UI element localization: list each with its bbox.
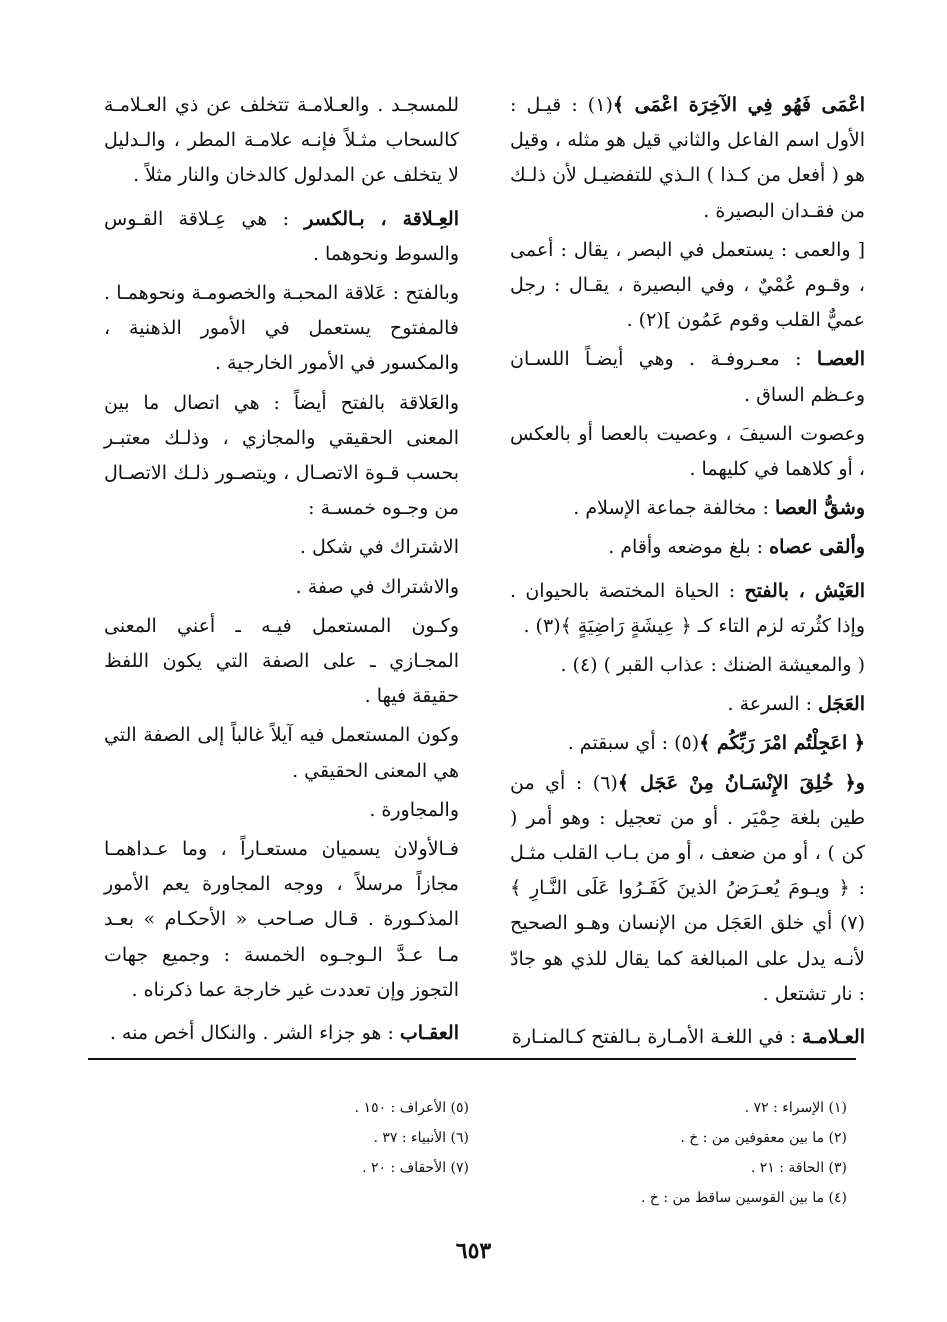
entry-text: وبالفتح : عَلاقة المحبـة والخصومـة ونحوهمـا . فالمفتوح يستعمل في الأمور الذهنية ، والمكسور في الأمور الخارجية .	[104, 282, 459, 375]
entry-text: الاشتراك في شكل .	[299, 536, 459, 559]
entry-text: (١) : قيـل : الأول اسم الفاعل والثاني قيل هو مثله ، وقيل هو ( أفعل من كـذا ) الـذي للتفضيـل لأن ذلـك من فقـدان البصيرة .	[510, 94, 865, 222]
entry-ajiltum	[510, 726, 865, 761]
footnote: (٧) الأحقاف : ٢٠ .	[362, 1160, 469, 1176]
entry-term: العصـا	[816, 348, 865, 371]
footnote: (٦) الأنبياء : ٣٧ .	[373, 1130, 469, 1146]
entry-ilaqa	[104, 202, 459, 272]
entry-text: : مخالفة جماعة الإسلام .	[573, 497, 775, 520]
entry-text: وكون المستعمل فيه آيلاً غالباً إلى الصفة التي هي المعنى الحقيقي .	[104, 724, 459, 782]
entry-ishtirak-sifa	[104, 570, 459, 605]
entry-term: العِـلاقة ، بـالكسر	[304, 207, 459, 230]
footnotes-left	[139, 1093, 469, 1183]
entry-text: : هو جزاء الشر . والنكال أخص منه .	[109, 1022, 400, 1045]
entry-asa-verbs	[510, 417, 865, 487]
footnote: (٢) ما بين معقوفين من : خ .	[680, 1130, 847, 1146]
entry-text: : الحياة المختصة بالحيوان . وإذا كثُرته لزم التاء كـ ﴿ عِيشَةٍ رَاضِيَةٍ ﴾(٣) .	[510, 579, 865, 637]
entry-text: وكـون المستعمل فيـه ـ أعني المعنى المجـازي ـ على الصفة التي يكون اللفظ حقيقة فيها .	[104, 614, 459, 708]
entry-term: العَجَل	[818, 693, 865, 716]
footnote: (٤) ما بين القوسين ساقط من : خ .	[640, 1190, 847, 1206]
footnotes-right	[517, 1093, 847, 1213]
left-column	[104, 88, 459, 1055]
entry-text: (٥) : أي سبقتم .	[567, 732, 700, 755]
entry-text: للمسجـد . والعـلامـة تتخلف عن ذي العـلامـة كالسحاب مثـلاً فإنـه علامـة المطر ، والـدليل لا يتخلف عن المدلول كالدخان والنار مثلاً .	[104, 94, 459, 187]
entry-alaqa-majaz	[104, 386, 459, 527]
entry-mujawara	[104, 793, 459, 828]
footnote: (١) الإسراء : ٧٢ .	[744, 1100, 847, 1116]
entry-kawn-mustamal	[104, 609, 459, 715]
entry-term: العقـاب	[399, 1022, 459, 1045]
entry-kawn-ayil	[104, 718, 459, 788]
entry-text: : بلغ موضعه وأقام .	[608, 536, 770, 559]
entry-alaqa-fath	[104, 276, 459, 382]
entry-term: العـلامـة	[801, 1026, 865, 1049]
entry-term: وشقُّ العصا	[774, 497, 865, 520]
entry-text: (٦) : أي من طين بلغة حِمْيَر . أو من تعجيل : وهو أمر ( كن ) ، أو من ضعف ، أو من بـاب القلب مثـل : ﴿ ويـومَ يُعـرَضُ الذينَ كَفَـرُوا عَلَى النَّـارِ ﴾(٧) أي خلق العَجَل من الإنسان وهـو الصحيح لأنـه يدل على المبالغة كما يقال للذي هو جادّ : نار تشتعل .	[510, 771, 865, 1005]
entry-ajal	[510, 687, 865, 722]
entry-term: و﴿ خُلِقَ الإِنْسَـانُ مِنْ عَجَل ﴾	[617, 771, 865, 794]
right-column	[510, 88, 865, 1059]
entry-term: العَيْش ، بالفتح	[744, 579, 866, 602]
entry-text: والمجاورة .	[369, 798, 459, 821]
entry-maisha	[510, 648, 865, 683]
entry-khuliqa	[510, 766, 865, 1012]
entry-shaqq-asa	[510, 491, 865, 526]
entry-text: فـالأولان يسميان مستعـاراً ، وما عـداهمـا مجازاً مرسلاً ، ووجه المجاورة يعم الأمور المذكـورة . قـال صـاحب « الأحكـام » بعـد مـا عـدَّ الـوجـوه الخمسة : وجميع جهات التجوز وإن تعددت غير خارجة عما ذكرناه .	[104, 838, 459, 1001]
footnote: (٣) الحاقة : ٢١ .	[750, 1160, 847, 1176]
entry-text: : معـروفـة . وهي أيضـاً اللسـان وعـظم الساق .	[510, 348, 865, 406]
entry-alqa-asahu	[510, 530, 865, 565]
entry-ishtirak-shakl	[104, 530, 459, 565]
entry-term: اعْمَى فَهُو فِي الآخِرَة اعْمَى ﴾	[612, 94, 865, 116]
footnote: (٥) الأعراف : ١٥٠ .	[354, 1100, 469, 1116]
entry-text: : هي عِـلاقة القـوس والسوط ونحوهما .	[104, 207, 459, 265]
entry-asa	[510, 342, 865, 412]
entry-awwalan	[104, 832, 459, 1008]
entry-text: وعصوت السيفَ ، وعصيت بالعصا أو بالعكس ، أو كلاهما في كليهما .	[510, 422, 865, 481]
entry-a3ma	[510, 88, 865, 229]
entry-iqab	[104, 1016, 459, 1051]
entry-term: وألقى عصاه	[769, 536, 865, 559]
entry-text: والعَلاقة بالفتح أيضاً : هي اتصال ما بين المعنى الحقيقي والمجازي ، وذلـك معتبـر بحسب قـوة الاتصـال ، ويتصـور ذلـك الاتصـال من وجـوه خمسـة :	[104, 391, 459, 520]
entry-term: ﴿ اعَجِلْتُم امْرَ رَبِّكُم ﴾	[699, 732, 865, 755]
footnote-separator	[88, 1058, 856, 1060]
entry-alama-cont	[104, 88, 459, 194]
entry-text: ( والمعيشة الضنك : عذاب القبر ) (٤) .	[560, 654, 865, 677]
page-number: ٦٥٣	[455, 1238, 492, 1264]
entry-text: [ والعمى : يستعمل في البصر ، يقال : أعمى ، وقـوم عُمْيٌ ، وفي البصيرة ، يقـال : رجل عميٌّ القلب وقوم عَمُون ](٢) .	[510, 238, 865, 332]
entry-alama	[510, 1020, 865, 1055]
entry-text: : السرعة .	[727, 693, 819, 716]
entry-aysh	[510, 574, 865, 644]
entry-text: : في اللغـة الأمـارة بـالفتح كـالمنـارة	[511, 1026, 802, 1049]
entry-a3ma-usage	[510, 233, 865, 339]
entry-text: والاشتراك في صفة .	[295, 575, 459, 598]
